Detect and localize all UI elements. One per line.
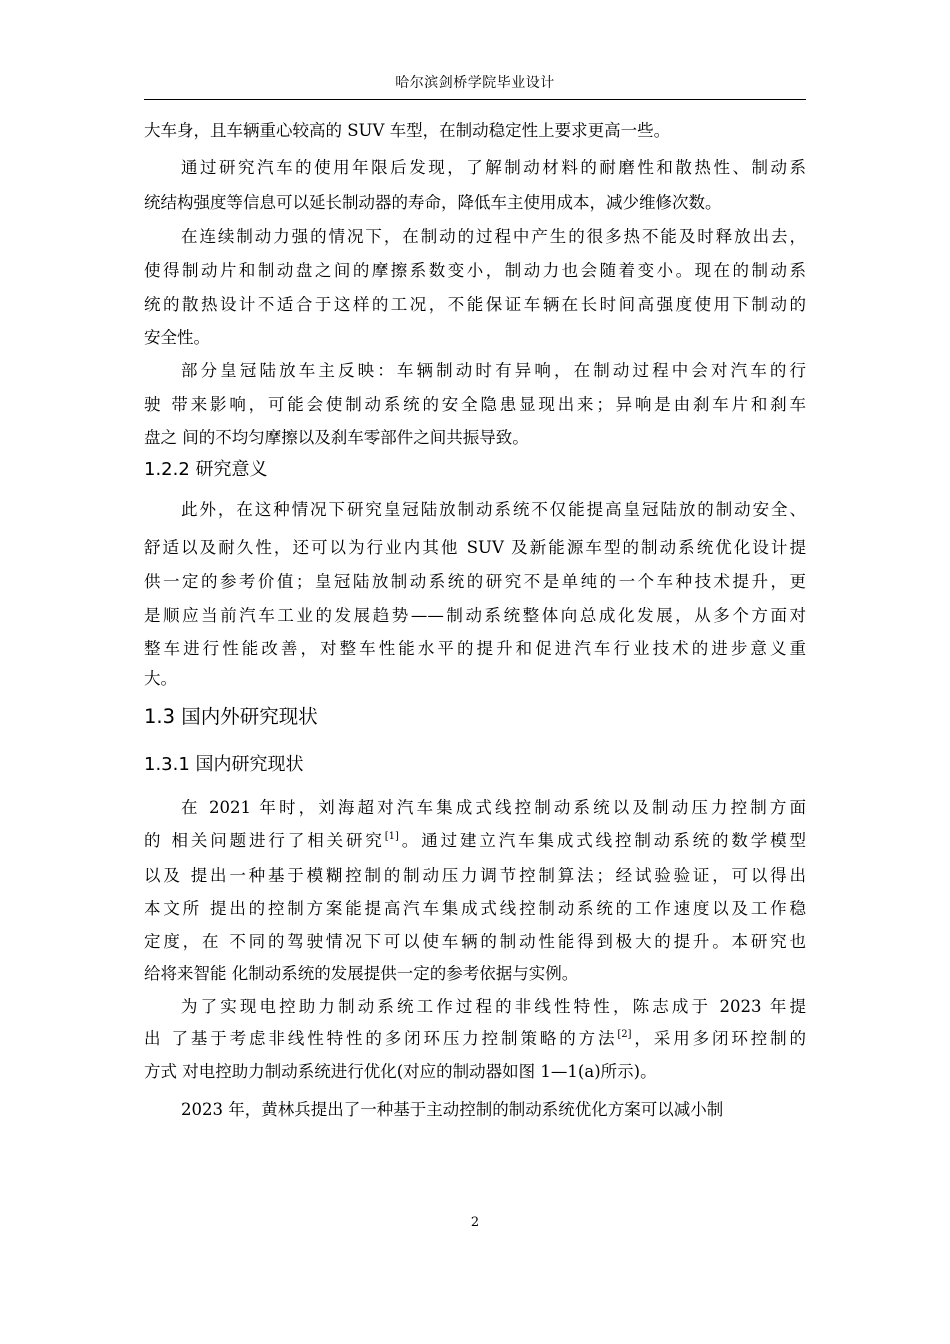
paragraph-line: 供一定的参考价值；皇冠陆放制动系统的研究不是单纯的一个车种技术提升，更 <box>144 572 806 591</box>
paragraph-text: ，采用多闭环控制的 <box>631 1029 806 1048</box>
paragraph-line <box>144 1029 806 1049</box>
paragraph-line <box>144 831 806 851</box>
paragraph-line: 本文所 提出的控制方案能提高汽车集成式线控制动系统的工作速度以及工作稳 <box>144 899 806 918</box>
paragraph-line: 此外，在这种情况下研究皇冠陆放制动系统不仅能提高皇冠陆放的制动安全、 <box>181 500 806 519</box>
paragraph-line: 方式 对电控助力制动系统进行优化(对应的制动器如图 1—1(a)所示)。 <box>144 1062 657 1081</box>
paragraph-text: 出 了基于考虑非线性特性的多闭环压力控制策略的方法 <box>144 1029 618 1048</box>
paragraph-text: 的 相关问题进行了相关研究 <box>144 831 385 850</box>
paragraph-line: 安全性。 <box>144 328 210 347</box>
paragraph-line: 整车进行性能改善，对整车性能水平的提升和促进汽车行业技术的进步意义重 <box>144 639 806 658</box>
paragraph-line: 统的散热设计不适合于这样的工况，不能保证车辆在长时间高强度使用下制动的 <box>144 295 806 314</box>
page-number: 2 <box>470 1215 480 1230</box>
paragraph-line: 盘之 间的不均匀摩擦以及刹车零部件之间共振导致。 <box>144 428 529 447</box>
paragraph-line: 部分皇冠陆放车主反映：车辆制动时有异响，在制动过程中会对汽车的行 <box>181 361 806 380</box>
paragraph-line: 舒适以及耐久性，还可以为行业内其他 SUV 及新能源车型的制动系统优化设计提 <box>144 538 806 557</box>
section-heading: 1.3 国内外研究现状 <box>144 705 318 728</box>
citation-marker: [1] <box>384 831 399 842</box>
paragraph-line: 驶 带来影响，可能会使制动系统的安全隐患显现出来；异响是由刹车片和刹车 <box>144 395 806 414</box>
paragraph-line: 2023 年，黄林兵提出了一种基于主动控制的制动系统优化方案可以减小制 <box>181 1100 724 1119</box>
paragraph-line: 统结构强度等信息可以延长制动器的寿命，降低车主使用成本，减少维修次数。 <box>144 193 722 212</box>
paragraph-line: 大。 <box>144 669 177 688</box>
paragraph-line: 大车身，且车辆重心较高的 SUV 车型，在制动稳定性上要求更高一些。 <box>144 121 671 140</box>
section-heading: 1.2.2 研究意义 <box>144 459 268 480</box>
paragraph-line: 给将来智能 化制动系统的发展提供一定的参考依据与实例。 <box>144 964 579 983</box>
subsection-heading: 1.3.1 国内研究现状 <box>144 754 304 775</box>
paragraph-line: 使得制动片和制动盘之间的摩擦系数变小，制动力也会随着变小。现在的制动系 <box>144 261 806 280</box>
citation-marker: [2] <box>617 1029 632 1040</box>
paragraph-line: 以及 提出一种基于模糊控制的制动压力调节控制算法；经试验验证，可以得出 <box>144 866 806 885</box>
paragraph-line: 在连续制动力强的情况下，在制动的过程中产生的很多热不能及时释放出去， <box>181 227 806 246</box>
paragraph-line: 为了实现电控助力制动系统工作过程的非线性特性，陈志成于 2023 年提 <box>181 997 806 1016</box>
paragraph-line: 在 2021 年时，刘海超对汽车集成式线控制动系统以及制动压力控制方面 <box>181 798 806 817</box>
running-header-title: 哈尔滨剑桥学院毕业设计 <box>395 75 555 91</box>
paragraph-line: 通过研究汽车的使用年限后发现，了解制动材料的耐磨性和散热性、制动系 <box>181 158 806 177</box>
header-divider <box>144 99 806 100</box>
paragraph-line: 定度，在 不同的驾驶情况下可以使车辆的制动性能得到极大的提升。本研究也 <box>144 932 806 951</box>
paragraph-text: 。通过建立汽车集成式线控制动系统的数学模型 <box>398 831 806 850</box>
paragraph-line: 是顺应当前汽车工业的发展趋势——制动系统整体向总成化发展，从多个方面对 <box>144 606 806 625</box>
